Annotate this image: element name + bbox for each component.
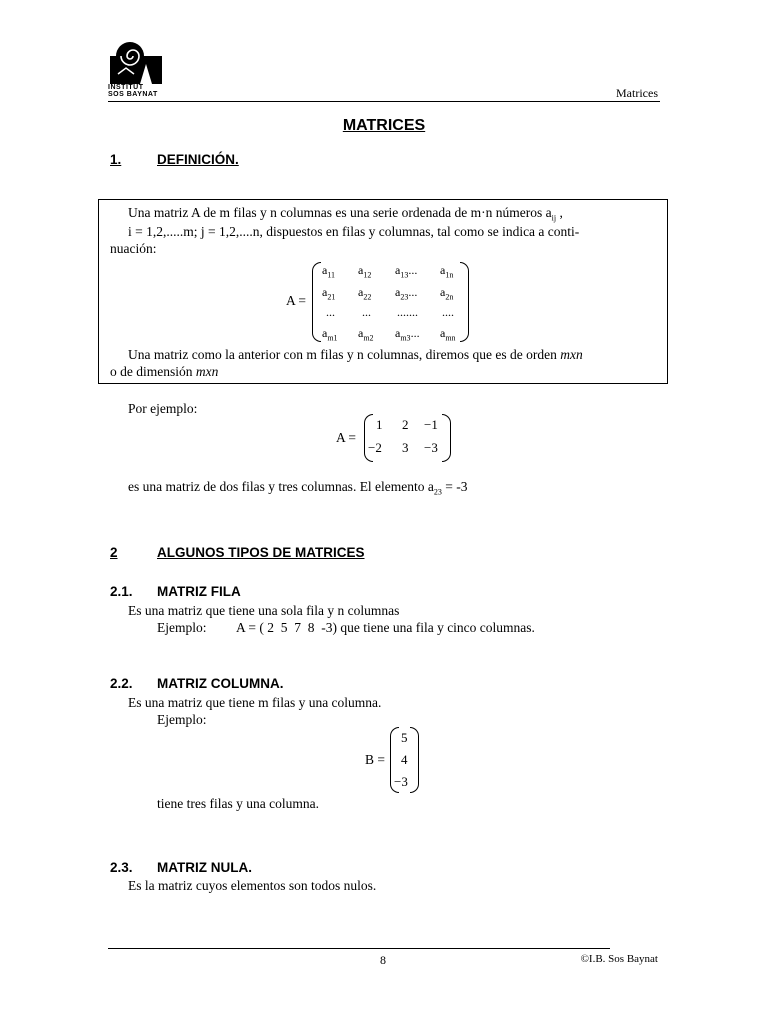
subsection-2-3-number: 2.3. [110,860,133,875]
copyright-notice: ©I.B. Sos Baynat [580,953,658,965]
definition-line-2: i = 1,2,.....m; j = 1,2,....n, dispuestos en filas y columnas, tal como se indica a conti- [128,224,580,239]
general-matrix-right-paren [460,262,469,342]
definition-line-1: Una matriz A de m filas y n columnas es una serie ordenada de m·n números $a_{ij}$ , [128,205,563,223]
order-line-1: Una matriz como la anterior con m filas y n columnas, diremos que es de orden mxn [128,347,583,362]
column-matrix-value-1: 5 [401,730,408,745]
definition-line-3: nuación: [110,241,157,256]
subsection-2-1-example-label: Ejemplo: [157,620,207,635]
section-2-number: 2 [110,545,118,560]
subsection-2-1-title: MATRIZ FILA [157,584,241,599]
column-matrix-value-2: 4 [401,752,408,767]
snail-logo-icon [110,40,162,84]
logo-line-2: SOS BAYNAT [108,91,158,98]
subsection-2-2-title: MATRIZ COLUMNA. [157,676,284,691]
example-intro: Por ejemplo: [128,401,198,416]
subsection-2-2-number: 2.2. [110,676,133,691]
logo-line-1: INSTITUT [108,84,144,91]
running-title: Matrices [616,86,658,100]
column-matrix-label: B = [365,752,385,767]
section-2-title: ALGUNOS TIPOS DE MATRICES [157,545,365,560]
subsection-2-1-example: A = ( 2 5 7 8 -3) que tiene una fila y cinco columnas. [236,620,535,635]
subsection-2-2-text: Es una matriz que tiene m filas y una columna. [128,695,382,710]
page-number: 8 [380,953,386,967]
footer-rule [108,948,610,949]
header-rule [108,101,660,102]
subsection-2-1-number: 2.1. [110,584,133,599]
section-1-title: DEFINICIÓN. [157,152,239,167]
page-title: MATRICES [342,117,426,134]
example-right-paren [442,414,451,462]
column-matrix-value-3: −3 [394,774,408,789]
subsection-2-3-title: MATRIZ NULA. [157,860,252,875]
general-matrix-left-paren [312,262,321,342]
subsection-2-1-text: Es una matriz que tiene una sola fila y n columnas [128,603,400,618]
example-description: es una matriz de dos filas y tres columnas. El elemento $a_{23} = -3$ [128,479,468,497]
subsection-2-3-text: Es la matriz cuyos elementos son todos nulos. [128,878,377,893]
subsection-2-2-example-label: Ejemplo: [157,712,207,727]
example-matrix-label: A = [336,430,356,445]
general-matrix-label: A = [286,293,306,308]
column-matrix-right-paren [410,727,419,793]
section-1-number: 1. [110,152,122,167]
order-line-2: o de dimensión mxn [110,364,219,379]
logo-text [108,84,158,98]
subsection-2-2-after: tiene tres filas y una columna. [157,796,319,811]
